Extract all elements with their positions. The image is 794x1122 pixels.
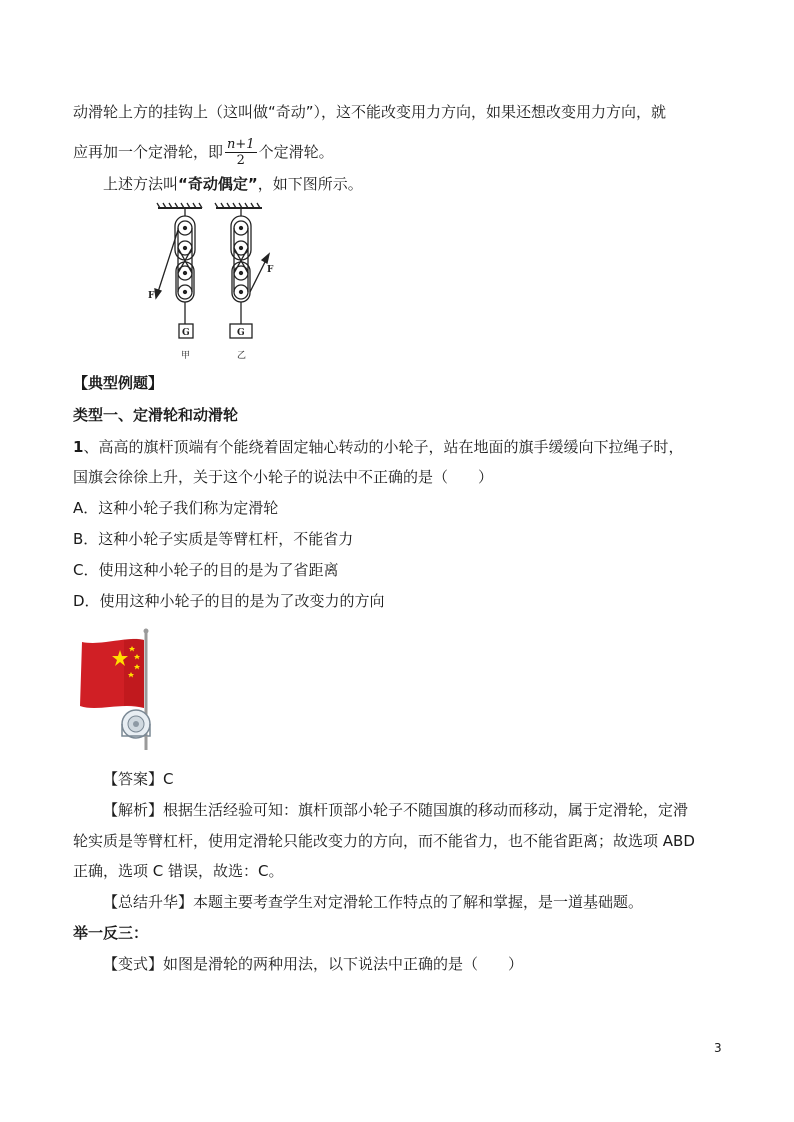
intro-line-3-post: ，如下图所示。 [257,175,363,193]
option-c: C．使用这种小轮子的目的是为了省距离 [73,561,339,579]
caption-right: 乙 [237,351,247,361]
pulley-system-right [230,208,269,338]
fraction [225,137,257,168]
pulley-figure [140,200,290,365]
type-heading: 类型一、定滑轮和动滑轮 [73,406,239,424]
fraction-denominator: 2 [236,153,245,168]
ceiling-right [215,203,262,208]
answer: 【答案】C [103,770,174,788]
intro-line-2-post: 个定滑轮。 [258,143,334,161]
summary: 【总结升华】本题主要考查学生对定滑轮工作特点的了解和掌握，是一道基础题。 [103,893,644,911]
variant-question: 【变式】如图是滑轮的两种用法，以下说法中正确的是（ ） [103,955,524,973]
intro-line-3 [103,173,363,195]
force-label-right: F [267,265,274,275]
weight-label-left: G [182,328,190,338]
option-d: D．使用这种小轮子的目的是为了改变力的方向 [73,592,385,610]
intro-line-2 [73,137,334,168]
intro-line-2-pre: 应再加一个定滑轮，即 [73,143,224,161]
method-name: “奇动偶定” [178,175,258,193]
analysis-line-3: 正确，选项 C 错误，故选：C。 [73,862,284,880]
force-label-left: F [148,291,155,301]
fraction-numerator: n+1 [227,137,255,152]
caption-left: 甲 [181,351,191,361]
flag-pulley-image [74,628,164,752]
section-heading: 【典型例题】 [73,374,164,392]
weight-label-right: G [237,328,245,338]
practice-heading: 举一反三： [73,924,149,942]
question-1-line-2: 国旗会徐徐上升，关于这个小轮子的说法中不正确的是（ ） [73,468,494,486]
question-number: 1 [73,438,84,456]
option-a: A．这种小轮子我们称为定滑轮 [73,499,279,517]
pulley-system-left [155,208,195,338]
page-number: 3 [714,1041,722,1055]
question-1-line-1 [73,436,683,458]
option-b: B．这种小轮子实质是等臂杠杆，不能省力 [73,530,354,548]
ceiling-left [157,203,202,208]
analysis-line-1: 【解析】根据生活经验可知：旗杆顶部小轮子不随国旗的移动而移动，属于定滑轮，定滑 [103,801,689,819]
intro-line-3-pre: 上述方法叫 [103,175,179,193]
question-1-text: 、高高的旗杆顶端有个能绕着固定轴心转动的小轮子，站在地面的旗手缓缓向下拉绳子时， [83,438,684,456]
intro-line-1: 动滑轮上方的挂钩上（这叫做“奇动”），这不能改变用力方向，如果还想改变用力方向，就 [73,103,667,121]
analysis-line-2: 轮实质是等臂杠杆，使用定滑轮只能改变力的方向，而不能省力，也不能省距离；故选项 ABD [73,832,695,850]
